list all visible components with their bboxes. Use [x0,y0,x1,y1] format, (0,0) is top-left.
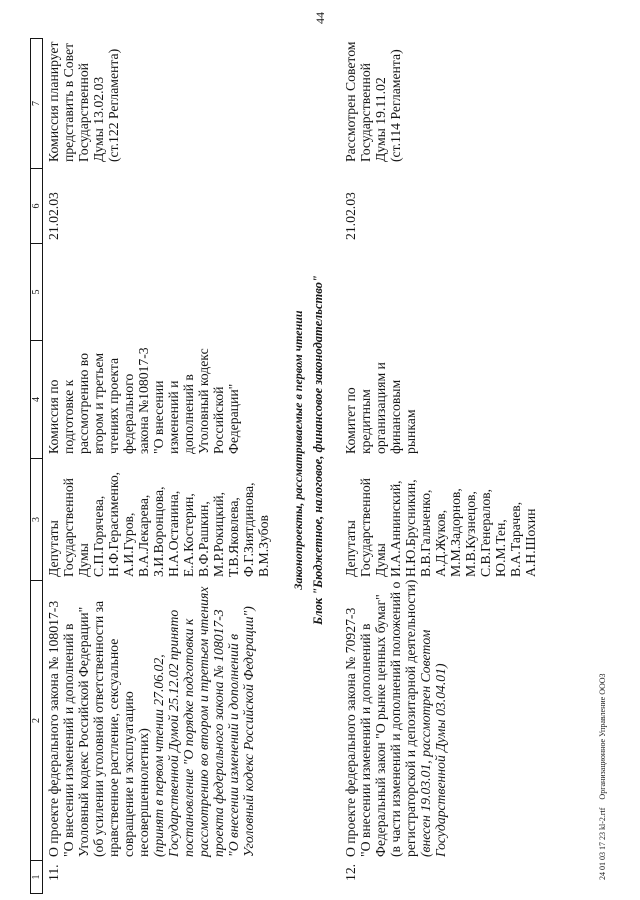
bill-description [46,587,256,857]
table-header [30,38,43,894]
section-heading: Законопроекты, рассматриваемые в первом чтении [291,310,305,590]
text-line: О проекте федерального закона № 108017-3 [46,600,61,857]
text-line: Ф.Г.Зиятдинова, [241,482,256,577]
text-line: Е.А.Костерин, [181,493,196,577]
page-number: 44 [313,12,327,24]
text-line: Депутаты [343,520,358,577]
text-line: Комитет по [343,387,358,454]
text-line: рынкам [403,409,418,454]
text-line: А.Н.Шохин [523,508,538,577]
text-line: В.А.Тарачев, [508,501,523,577]
text-line: Депутаты [46,520,61,577]
text-line: М.Р.Рокицкий, [211,491,226,577]
text-line: Н.Ф.Герасименко, [106,471,121,577]
text-line: Государственной [61,478,76,577]
header-cell-7: 7 [31,101,42,106]
text-line: Н.Ю.Брусникин, [403,479,418,577]
block-heading: Блок "Бюджетное, налоговое, финансовое законодательство" [311,275,325,625]
text-line: "О внесении изменений и дополнений в [226,633,241,857]
text-line: втором и третьем [91,352,106,454]
text-line: В.Ф.Рашкин, [196,501,211,577]
bill-date: 21.02.03 [343,192,358,240]
text-line: Ю.М.Тен, [493,519,508,577]
text-line: проекта федерального закона № 108017-3 [211,609,226,857]
text-line: М.В.Кузнецов, [463,491,478,577]
header-cell-6: 6 [31,168,42,243]
text-line: организациям и [373,362,388,454]
text-line: М.М.Задорнов, [448,488,463,577]
text-line: чтениях проекта [106,357,121,454]
page-footer [598,673,608,880]
table-row [46,0,272,900]
text-line: И.А.Аннинский, [388,480,403,577]
text-line: Государственной [358,63,373,162]
text-line: Уголовный кодекс Российской Федерации") [241,606,256,857]
text-line: С.П.Горячева, [91,495,106,577]
text-line: дополнений в [181,374,196,454]
text-line: подготовке к [61,379,76,454]
footer-organization: Организационное Управление ООО3 [598,673,607,800]
text-line: Думы [373,543,388,577]
text-line: нравственное растление, сексуальное [106,638,121,857]
text-line: Комиссия планирует [46,41,61,162]
text-line: В.А.Лекарева, [136,494,151,577]
text-line: "О внесении изменений и дополнений в [61,623,76,857]
table-row [343,0,539,900]
text-line: Рассмотрен Советом [343,41,358,162]
text-line: кредитным [358,389,373,454]
text-line: Думы [76,543,91,577]
text-line: рассмотрению во [76,353,91,454]
text-line: В.В.Гальченко, [418,489,433,577]
text-line: А.Д.Жуков, [433,509,448,577]
header-cell-2: 2 [31,580,42,860]
bill-note [151,587,256,857]
text-line: Т.В.Яковлева, [226,497,241,577]
bill-authors [343,478,538,577]
text-line: "О внесении изменений и дополнений в [358,623,373,857]
header-cell-1: 1 [31,860,42,893]
text-line: рассмотрению во втором и третьем чтениях [196,586,211,857]
text-line: (внесен 19.03.01, рассмотрен Советом [418,629,433,857]
text-line: (принят в первом чтении 27.06.02, [151,654,166,857]
row-number: 11. [46,864,61,881]
text-line: Уголовный кодекс [196,348,211,454]
text-line: финансовым [388,379,403,454]
text-line: несовершеннолетних) [136,728,151,857]
text-line: регистраторской и депозитарной деятельности) [403,579,418,857]
text-line: "О внесении [151,380,166,454]
bill-note [418,580,448,857]
responsible-committee [343,362,418,454]
text-line: Российской [211,386,226,454]
text-line: В.М.Зубов [256,515,271,577]
text-line: О проекте федерального закона № 70927-3 [343,607,358,857]
row-number: 12. [343,863,358,881]
bill-status [343,42,403,162]
text-line: представить в Совет [61,42,76,162]
text-line: (в части изменений и дополнений положений о [388,581,403,857]
text-line: Комиссия по [46,379,61,454]
text-line: Федеральный закон "О рынке ценных бумаг" [373,594,388,857]
text-line: постановление "О порядке подготовки к [181,618,196,857]
text-line: Государственной Думы 03.04.01) [433,663,448,857]
bill-authors [46,472,271,577]
text-line: Думы 13.02.03 [91,76,106,162]
text-line: Федерации" [226,383,241,454]
text-line: С.В.Генералов, [478,488,493,577]
bill-title [46,587,151,857]
text-line: Государственной [358,478,373,577]
text-line: Н.А.Останина, [166,490,181,577]
header-cell-3: 3 [31,458,42,580]
bill-title [343,580,418,857]
bill-description [343,580,448,857]
text-line: З.И.Воронцова, [151,486,166,577]
footer-filename: 24 01 03 17 23 kl-2.rtf [598,807,607,880]
bill-date: 21.02.03 [46,192,61,240]
text-line: Думы 19.11.02 [373,77,388,162]
text-line: (ст.114 Регламента) [388,49,403,162]
text-line: Государственной [76,63,91,162]
text-line: федерального [121,373,136,454]
text-line: Государственной Думой 25.12.02 принято [166,609,181,857]
text-line: совращение и эксплуатацию [121,691,136,857]
bill-status [46,42,121,162]
text-line: А.И.Гуров, [121,512,136,577]
text-line: закона №108017-3 [136,347,151,454]
text-line: Уголовный кодекс Российской Федерации" [76,606,91,857]
header-cell-5: 5 [31,243,42,340]
text-line: (об усилении уголовной ответственности за [91,600,106,857]
header-cell-4: 4 [31,340,42,458]
text-line: изменений и [166,380,181,454]
text-line: (ст.122 Регламента) [106,48,121,162]
responsible-committee [46,347,241,454]
